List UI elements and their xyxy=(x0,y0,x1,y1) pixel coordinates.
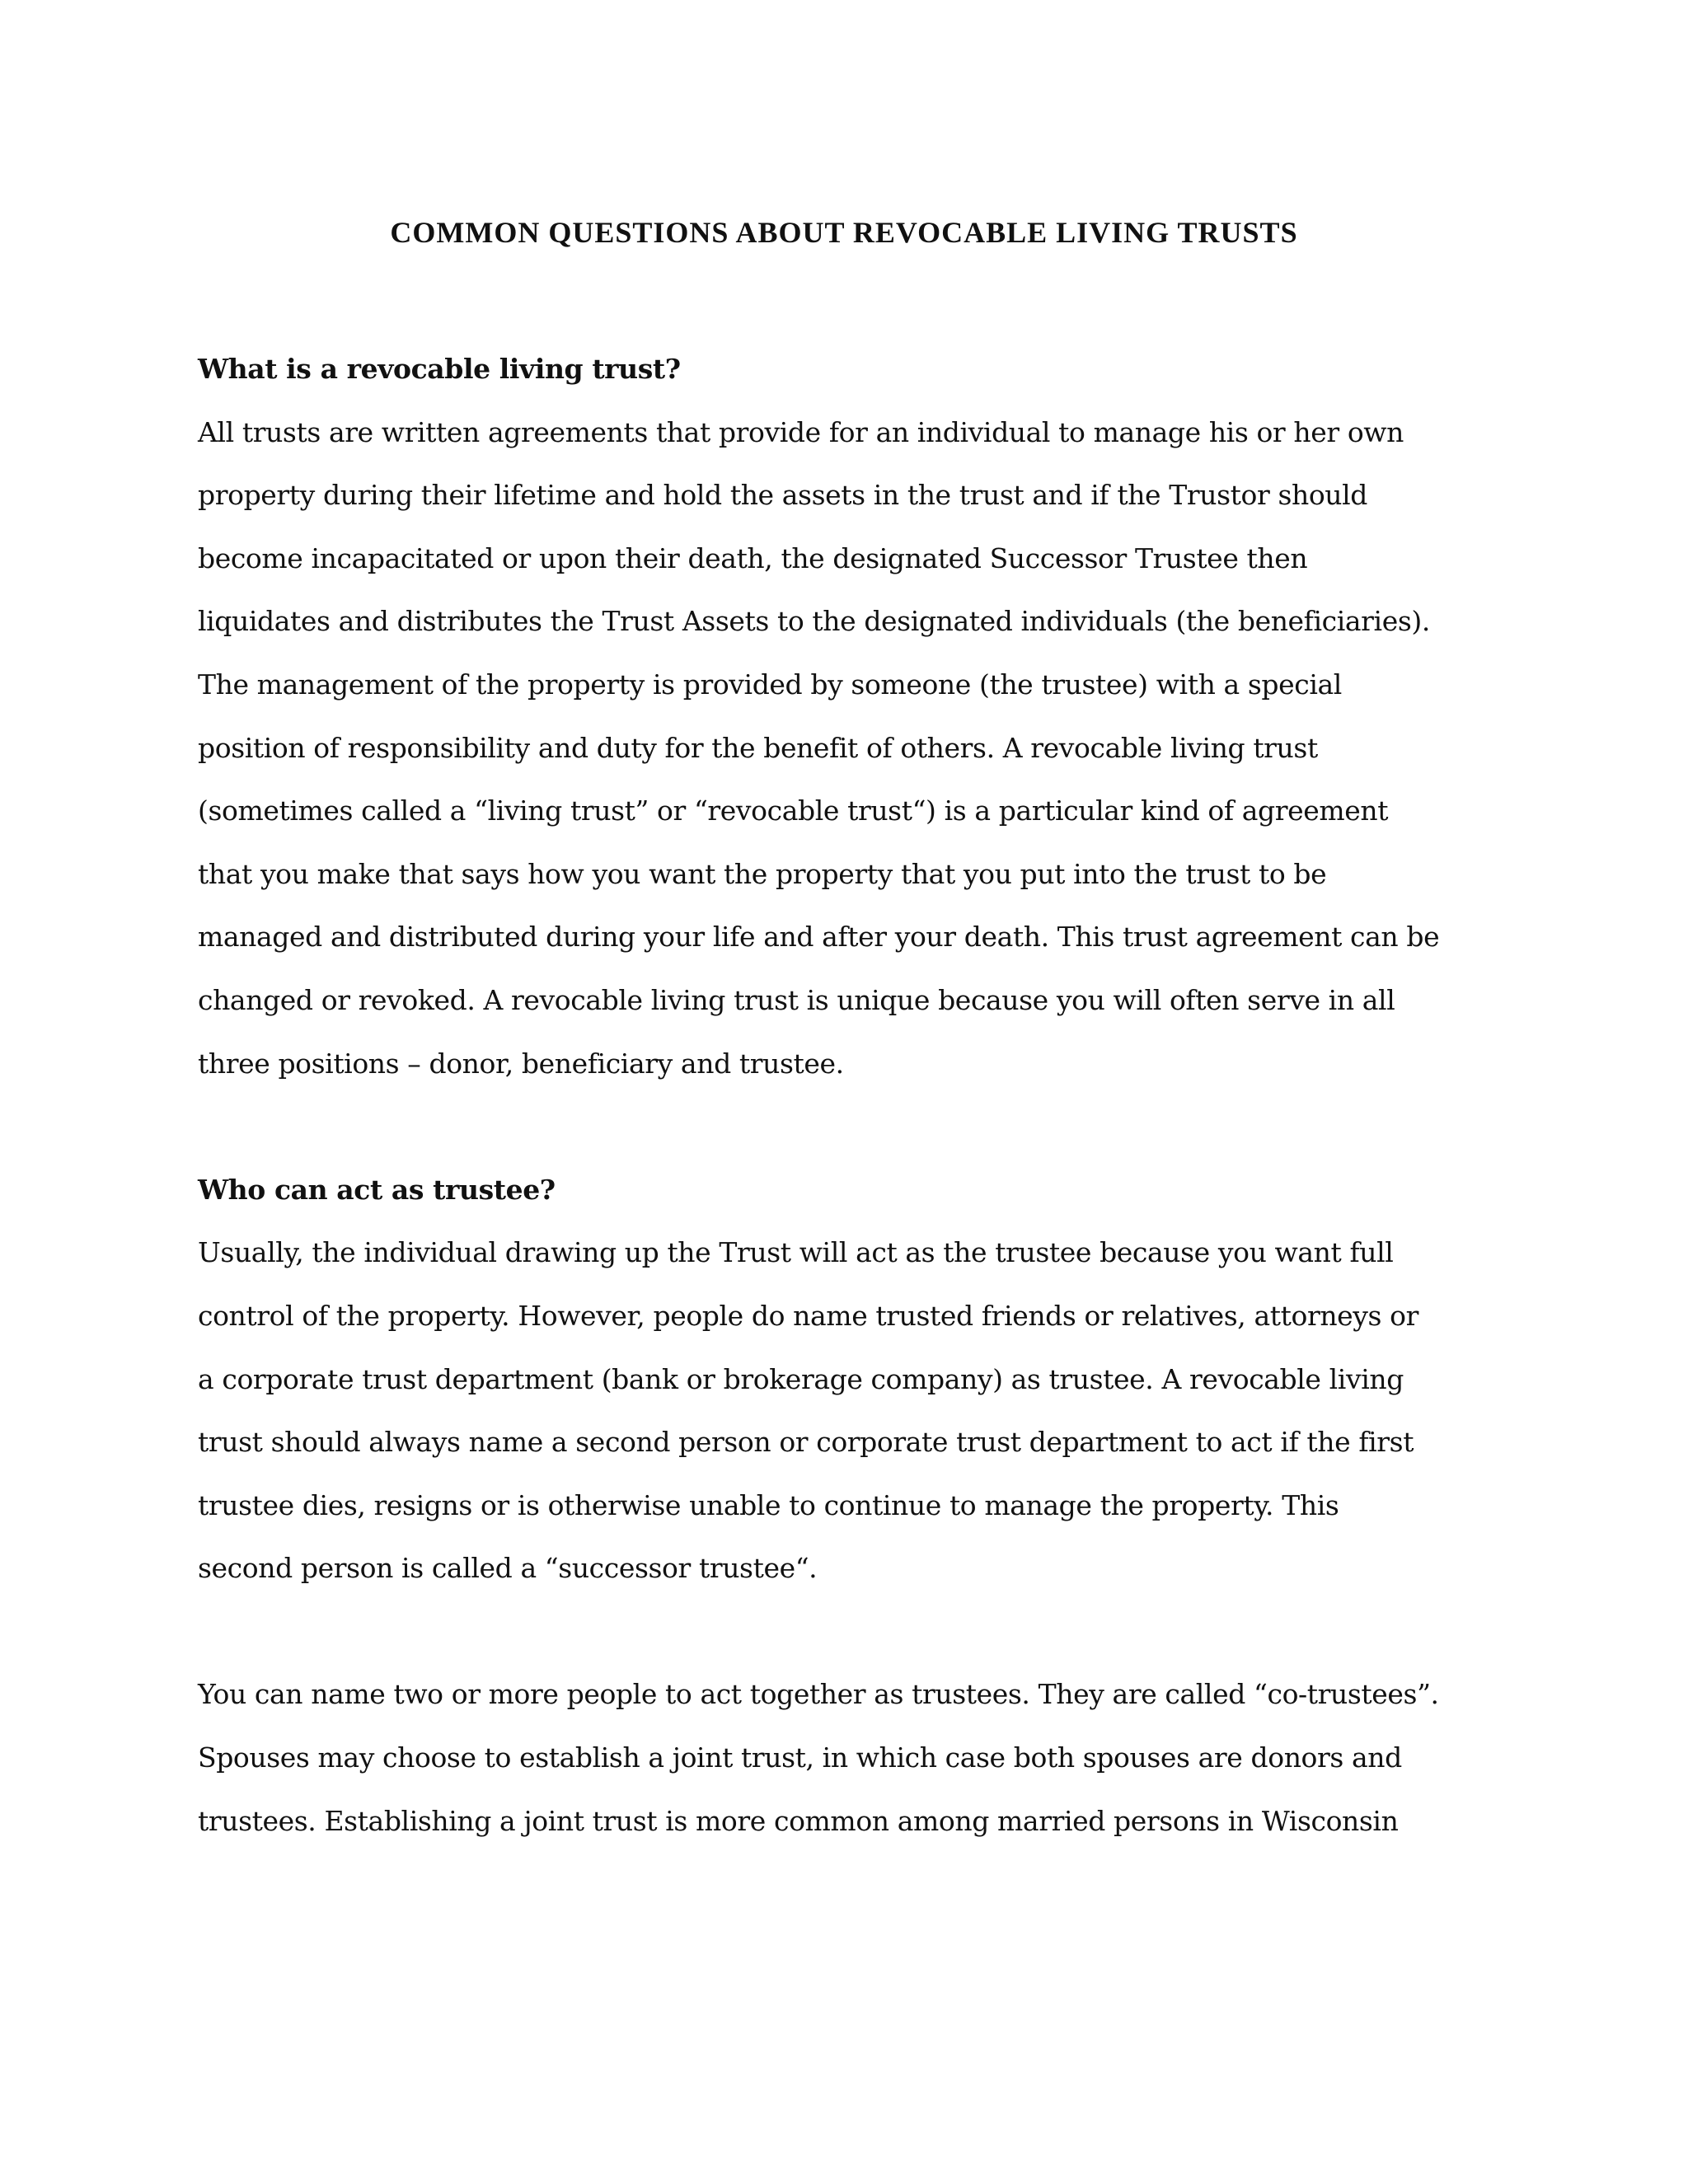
section-paragraph xyxy=(198,1663,1517,1853)
paragraph-line: property during their lifetime and hold the assets in the trust and if the Trustor should xyxy=(198,479,1368,512)
paragraph-line: trustees. Establishing a joint trust is more common among married persons in Wisconsin xyxy=(198,1804,1399,1837)
paragraph-line: second person is called a “successor trustee“. xyxy=(198,1552,818,1585)
section-heading-revocable-living-trust: What is a revocable living trust? xyxy=(198,353,681,385)
paragraph-line: that you make that says how you want the property that you put into the trust to be xyxy=(198,857,1327,890)
section-paragraph xyxy=(198,1221,1517,1601)
paragraph-line: You can name two or more people to act together as trustees. They are called “co-trustees”. xyxy=(198,1678,1439,1711)
paragraph-line: three positions – donor, beneficiary and trustee. xyxy=(198,1047,844,1080)
paragraph-line: trustee dies, resigns or is otherwise unable to continue to manage the property. This xyxy=(198,1488,1339,1521)
paragraph-spacer xyxy=(198,1601,1517,1664)
paragraph-line: liquidates and distributes the Trust Assets to the designated individuals (the beneficiaries). xyxy=(198,605,1430,638)
paragraph-line: Spouses may choose to establish a joint trust, in which case both spouses are donors and xyxy=(198,1741,1402,1774)
paragraph-line: a corporate trust department (bank or brokerage company) as trustee. A revocable living xyxy=(198,1362,1404,1395)
section-heading-who-can-act-as-trustee: Who can act as trustee? xyxy=(198,1173,556,1206)
paragraph-line: changed or revoked. A revocable living trust is unique because you will often serve in all xyxy=(198,983,1395,1016)
paragraph-line: managed and distributed during your life and after your death. This trust agreement can be xyxy=(198,921,1440,954)
paragraph-line: The management of the property is provided by someone (the trustee) with a special xyxy=(198,668,1342,701)
paragraph-line: Usually, the individual drawing up the Trust will act as the trustee because you want full xyxy=(198,1236,1394,1269)
paragraph-line: (sometimes called a “living trust” or “revocable trust“) is a particular kind of agreement xyxy=(198,794,1389,827)
paragraph-line: position of responsibility and duty for the benefit of others. A revocable living trust xyxy=(198,731,1318,764)
section-paragraph xyxy=(198,401,1517,1096)
paragraph-spacer xyxy=(198,1095,1517,1159)
paragraph-line: All trusts are written agreements that provide for an individual to manage his or her own xyxy=(198,415,1404,448)
paragraph-line: become incapacitated or upon their death, the designated Successor Trustee then xyxy=(198,541,1308,574)
document-title: COMMON QUESTIONS ABOUT REVOCABLE LIVING TRUSTS xyxy=(390,216,1298,249)
document-body xyxy=(198,338,1517,1853)
paragraph-line: trust should always name a second person or corporate trust department to act if the first xyxy=(198,1426,1414,1459)
paragraph-line: control of the property. However, people do name trusted friends or relatives, attorneys or xyxy=(198,1299,1419,1332)
